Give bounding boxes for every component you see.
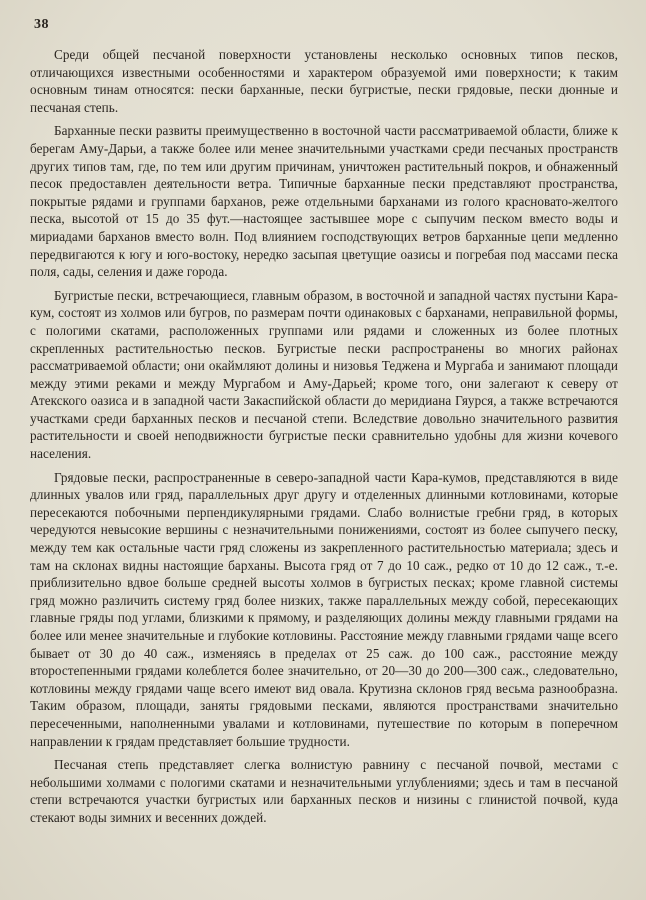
paragraph-sandy-steppe: Песчаная степь представляет слегка волнистую равнину с песчаной почвой, местами с небольшими холмами с пологими скатами и незначительными углублениями; здесь и там в песчаной степи встречаются участки бугристых или барханных песков и низины с глинистой почвой, куда стекают воды зимних и весенних дождей. bbox=[30, 757, 618, 825]
page-number: 38 bbox=[34, 17, 49, 32]
paragraph-hummocky-sands: Бугристые пески, встречающиеся, главным образом, в восточной и западной частях пустыни Кара-кум, состоят из холмов или бугров, по размерам почти одинаковых с барханами, неправильной формы, с пологими скатами, расположенных группами или рядами и сложенных из более плотных скрепленных растительностью песков. Бугристые пески распространены во многих районах рассматриваемой области; они окаймляют долины и низовья Теджена и Мургаба и занимают площади между этими реками и между Мургабом и Аму-Дарьей; кроме того, они залегают к северу от Атекского оазиса и в западной части Закаспийской области до меридиана Гяурся, а также встречаются участками среди барханных песков и песчаной степи. Вследствие довольно значительного развития растительности и своей неподвижности бугристые пески сравнительно удобны для жизни кочевого населения. bbox=[30, 287, 618, 462]
paragraph-barkhan-sands: Барханные пески развиты преимущественно в восточной части рассматриваемой области, ближе к берегам Аму-Дарьи, а также более или менее значительными участками среди песчаных пространств других типов там, где, по тем или другим причинам, уничтожен растительный покров, и обнаженный песок предоставлен деятельности ветра. Типичные барханные пески представляют пространства, покрытые рядами и группами барханов, реже отдельными барханами из голого красновато-желтого песка, высотой от 15 до 35 фут.—настоящее застывшее море с сыпучим песком вместо воды и мириадами барханов вместо волн. Под влиянием господствующих ветров барханные цепи медленно передвигаются к югу и юго-востоку, нередко засыпая цветущие оазисы и погребая под массами песка поля, сады, селения и даже города. bbox=[30, 123, 618, 280]
paragraph-sand-types-intro: Среди общей песчаной поверхности установлены несколько основных типов песков, отличающихся известными особенностями и характером образуемой ими поверхности; к таким основным тинам относятся: пески барханные, пески бугристые, пески грядовые, пески дюнные и песчаная степь. bbox=[30, 47, 618, 115]
paragraph-ridge-sands: Грядовые пески, распространенные в северо-западной части Кара-кумов, представляются в виде длинных увалов или гряд, параллельных друг другу и отделенных длинными котловинами, которые пересекаются побочными перпендикулярными грядами. Слабо волнистые гребни гряд, в которых чередуются невысокие вершины с незначительными понижениями, состоят из более сыпучего песку, между тем как остальные части гряд сложены из закрепленного растительностью материала; здесь и там на склонах видны настоящие барханы. Высота гряд от 7 до 10 саж., редко от 10 до 12 саж., т.-е. приблизительно вдвое больше средней высоты холмов в бугристых песках; кроме главной системы гряд можно различить систему гряд более низких, также параллельных между собой, пересекающих главные гряды под углами, близкими к прямому, и разделяющих долины между главными грядами на более или менее значительные и глубокие котловины. Расстояние между главными грядами чаще всего бывает от 30 до 40 саж., изменяясь в пределах от 25 саж. до 100 саж., расстояние между второстепенными грядами колеблется более значительно, от 20—30 до 200—300 саж., следовательно, котловины между грядами чаще всего имеют вид овала. Крутизна склонов гряд весьма разнообразна. Таким образом, площади, заняты грядовыми песками, являются пространствами значительно пересеченными, наполненными увалами и котловинами, путешествие по которым в поперечном направлении к грядам представляет большие трудности. bbox=[30, 469, 618, 749]
